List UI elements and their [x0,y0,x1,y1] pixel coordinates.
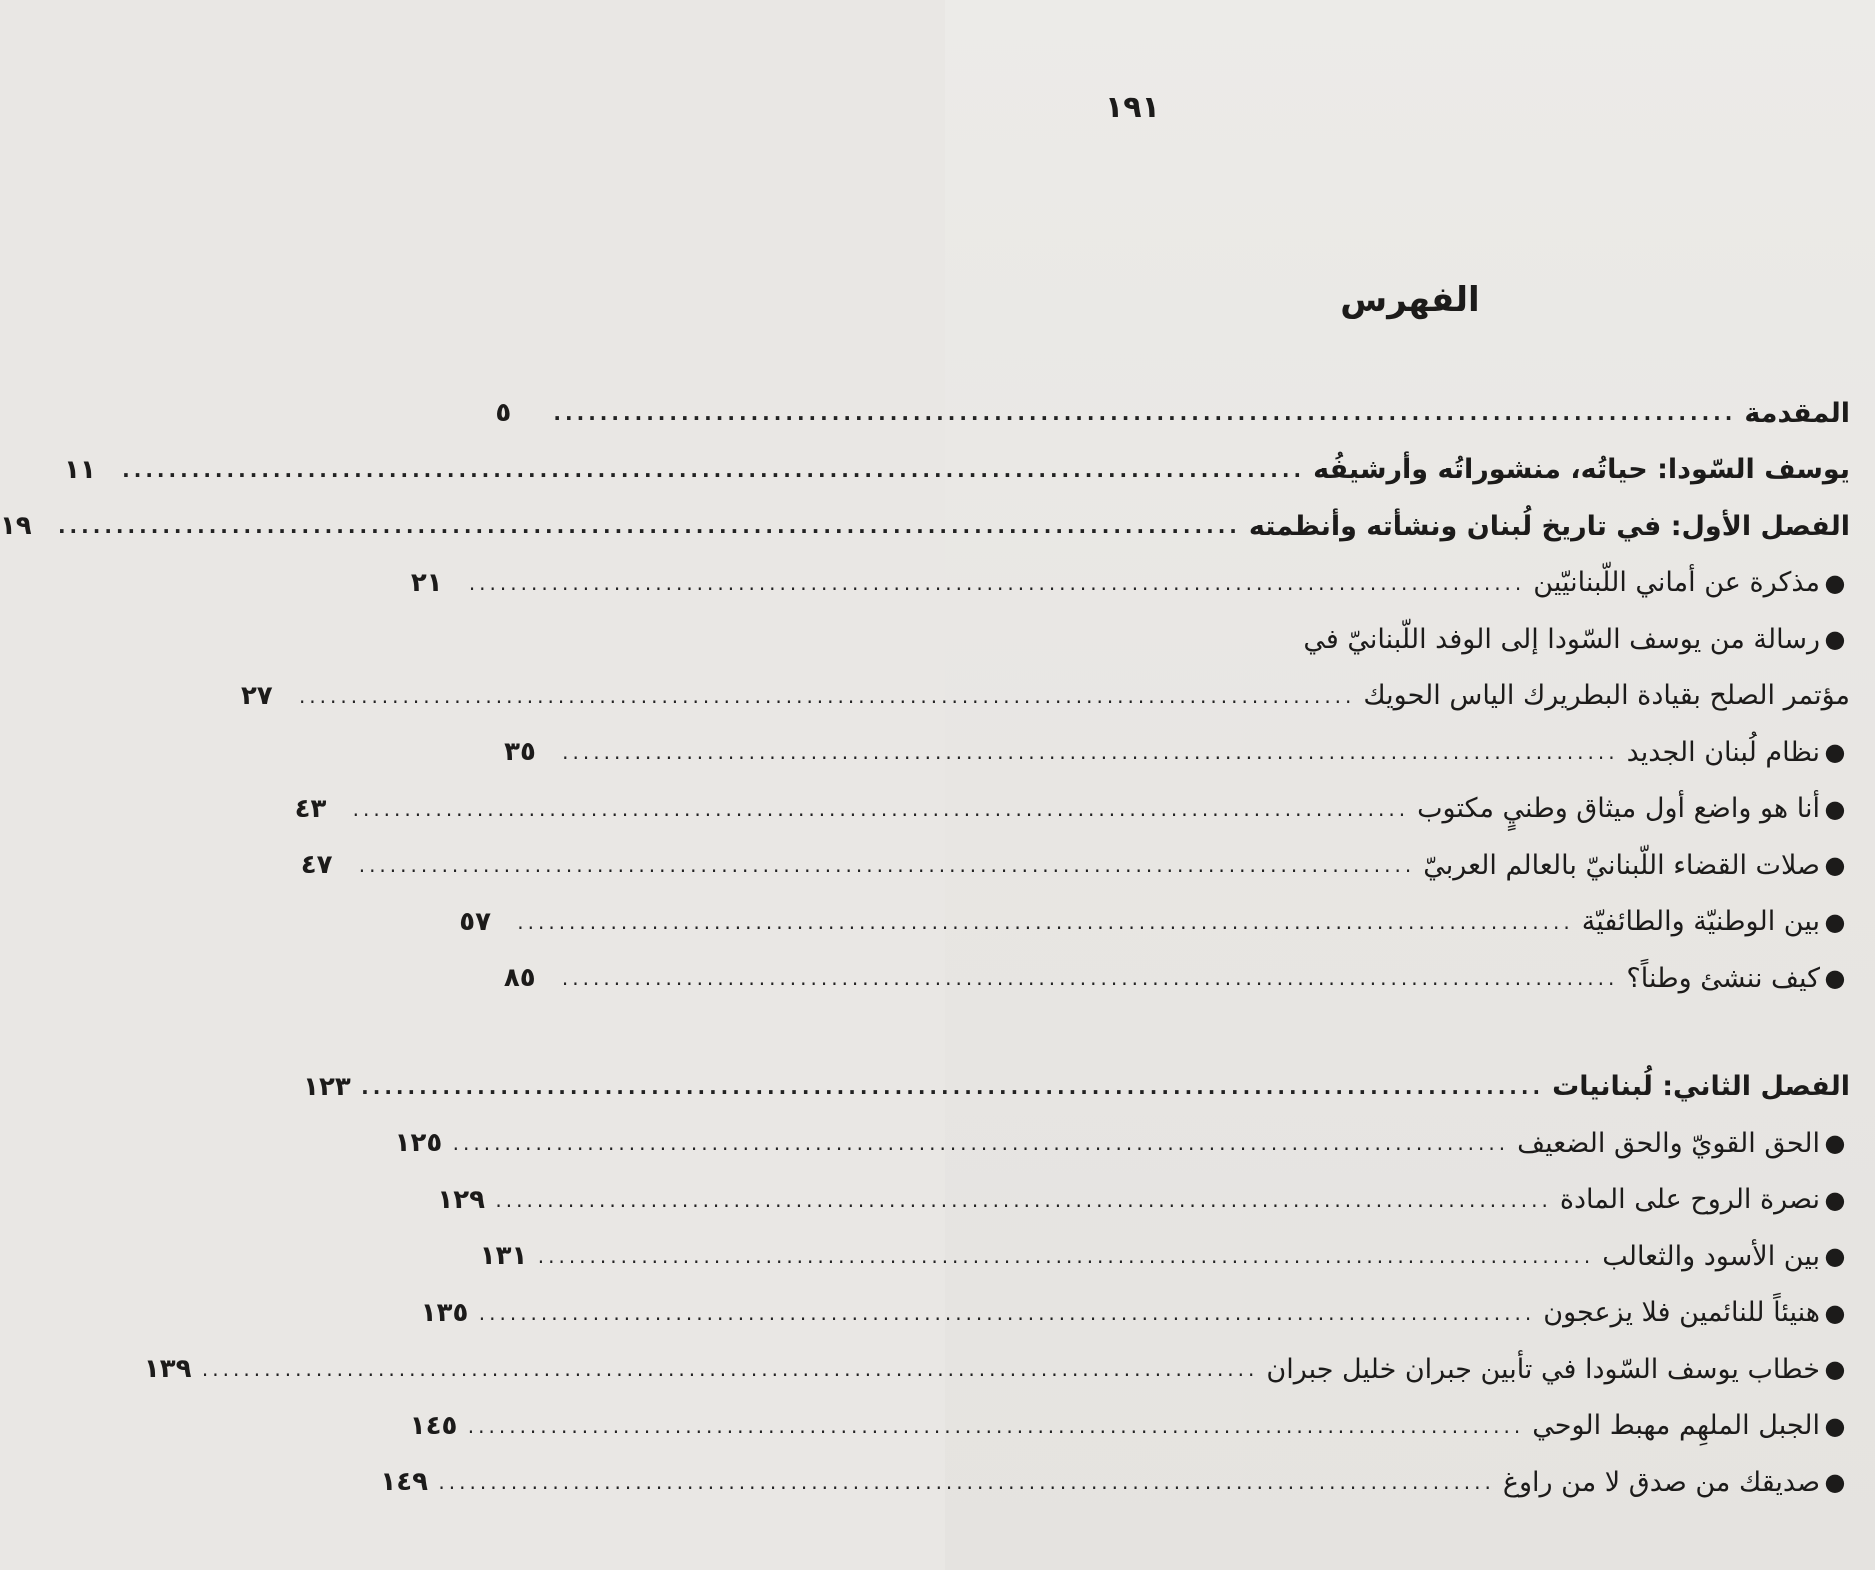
toc-entry-page: ١٣٥ [420,1297,469,1328]
toc-entry-label: صديقك من صدق لا من راوغ [1502,1466,1820,1498]
toc-entry-label: الفصل الثاني: لُبنانيات [1552,1071,1850,1103]
leader-dots: ...................................................................................................... [352,796,1410,821]
bullet-icon: ● [1824,1298,1846,1327]
bullet-icon: ● [1824,1185,1846,1214]
toc-entry-page: ٤٧ [300,850,333,881]
bullet-icon: ● [1824,794,1846,823]
toc-entry-introduction [495,385,1850,442]
bullet-icon: ● [1824,907,1846,936]
leader-dots: ...................................................................................................... [201,1357,1259,1382]
toc-entry-label: بين الوطنيّة والطائفيّة [1581,906,1820,938]
toc-entry-label: نظام لُبنان الجديد [1626,736,1820,768]
toc-entry-page: ٣٥ [504,737,536,768]
toc-entry [420,1285,1850,1342]
bullet-icon: ● [1824,625,1846,654]
leader-dots: ...................................................................................................... [467,1413,1525,1438]
leader-dots: ...................................................................................................... [478,1300,1536,1325]
bullet-icon: ● [1824,851,1846,880]
toc-entry-page: ١٤٩ [380,1467,429,1498]
toc-entry [143,1341,1850,1398]
page-number: ١٩١ [1105,90,1160,125]
bullet-icon: ● [1824,738,1846,767]
toc-entry-label: هنيئاً للنائمين فلا يزعجون [1543,1297,1820,1329]
leader-dots: ...................................................................................................... [553,401,1737,426]
toc-entry-page: ١١ [64,454,96,485]
leader-dots: ...................................................................................................... [517,909,1574,934]
toc-entry-continuation [240,668,1850,725]
toc-entry [409,1398,1850,1455]
toc-entry-page: ٤٣ [294,793,327,824]
toc-entry-page: ١٩ [0,511,32,542]
table-of-contents [0,385,1850,1511]
toc-entry-page: ٥ [495,398,512,429]
bullet-icon: ● [1824,1242,1846,1271]
leader-dots: ...................................................................................................... [438,1470,1495,1495]
toc-entry-chapter-1 [0,498,1850,555]
toc-entry-label: نصرة الروح على المادة [1559,1184,1820,1216]
toc-entry-page: ٢١ [410,567,443,598]
toc-entry [294,781,1850,838]
toc-entry-chapter-2 [303,1059,1850,1116]
toc-entry-page: ١٣١ [479,1241,528,1272]
leader-dots: ...................................................................................................... [298,683,1356,708]
toc-entry-label: مؤتمر الصلح بقيادة البطريرك الياس الحويك [1363,680,1850,712]
page-title: الفهرس [1340,280,1480,320]
leader-dots: ...................................................................................................... [358,853,1416,878]
leader-dots: ...................................................................................................... [361,1074,1545,1099]
toc-entry-page: ١٢٩ [437,1184,486,1215]
leader-dots: ...................................................................................................... [122,457,1306,482]
toc-entry [504,724,1850,781]
toc-entry-page: ٨٥ [503,963,536,994]
toc-entry-label: كيف ننشئ وطناً؟ [1626,962,1820,994]
toc-entry-label: صلات القضاء اللّبنانيّ بالعالم العربيّ [1423,849,1820,881]
toc-entry [459,894,1850,951]
toc-entry [410,555,1850,612]
toc-entry-label: أنا هو واضع أول ميثاق وطنيٍ مكتوب [1417,793,1820,825]
toc-entry-label: الجبل الملهِم مهبط الوحي [1532,1410,1820,1442]
toc-entry-page: ١٤٥ [409,1410,458,1441]
toc-entry [503,950,1850,1007]
leader-dots: ...................................................................................................... [561,966,1619,991]
toc-entry-label: الحق القويّ والحق الضعيف [1517,1127,1820,1159]
toc-entry [300,837,1850,894]
toc-entry-label: بين الأسود والثعالب [1602,1240,1820,1272]
toc-entry-biography [64,442,1850,499]
bullet-icon: ● [1824,568,1846,597]
toc-entry [394,1115,1850,1172]
toc-entry [380,1454,1850,1511]
bullet-icon: ● [1824,964,1846,993]
toc-entry-page: ١٢٥ [394,1128,443,1159]
toc-entry-label: الفصل الأول: في تاريخ لُبنان ونشأته وأنظمته [1248,510,1850,542]
leader-dots: ...................................................................................................... [452,1131,1510,1156]
bullet-icon: ● [1824,1411,1846,1440]
bullet-icon: ● [1824,1355,1846,1384]
toc-entry [437,1172,1850,1229]
toc-entry-label: يوسف السّودا: حياتُه، منشوراتُه وأرشيفُه [1313,454,1850,486]
toc-entry-label: خطاب يوسف السّودا في تأبين جبران خليل جبران [1266,1353,1820,1385]
toc-entry [479,1228,1850,1285]
toc-entry-page: ٥٧ [459,906,492,937]
toc-entry-label: المقدمة [1744,397,1850,429]
leader-dots: ...................................................................................................... [537,1244,1595,1269]
leader-dots: ...................................................................................................... [495,1187,1552,1212]
bullet-icon: ● [1824,1468,1846,1497]
toc-entry-label: مذكرة عن أماني اللّبنانيّين [1533,567,1820,599]
toc-entry-label: رسالة من يوسف السّودا إلى الوفد اللّبنانيّ في [1303,623,1820,655]
leader-dots: ...................................................................................................... [57,514,1241,539]
leader-dots: ...................................................................................................... [562,740,1619,765]
toc-entry-page: ١٣٩ [143,1354,192,1385]
bullet-icon: ● [1824,1129,1846,1158]
toc-entry [1103,611,1850,668]
leader-dots: ...................................................................................................... [468,570,1526,595]
toc-entry-page: ٢٧ [240,680,273,711]
toc-entry-page: ١٢٣ [303,1071,351,1102]
